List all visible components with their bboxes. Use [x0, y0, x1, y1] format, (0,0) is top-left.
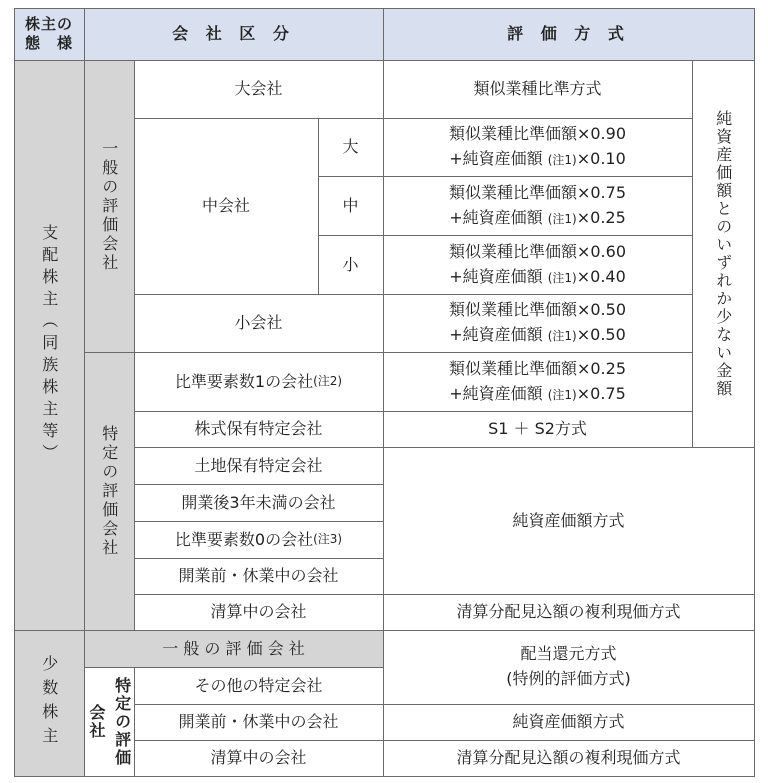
medium-size-small: 小: [342, 254, 359, 274]
lesser-amount-note: 純資産価額とのいずれか少ない金額: [713, 109, 733, 398]
header-holder-type: [14, 8, 84, 60]
medium-small-line2: +純資産価額 (注1)×0.40: [449, 266, 626, 286]
liquidation-company-label: 清算中の会社: [210, 602, 307, 622]
minority-holder-label: 少数株主: [14, 630, 84, 776]
medium-large-line1: 類似業種比準価額×0.90: [448, 124, 627, 144]
ratio1-company-label: 比準要素数1の会社 (注2): [174, 371, 343, 391]
medium-size-large: 大: [342, 137, 359, 157]
liquidation-method: 清算分配見込額の複利現価方式: [456, 602, 681, 622]
medium-size-medium: 中: [342, 195, 359, 215]
general-valuation-company-label: 一般の評価会社: [84, 60, 134, 352]
large-company-label: 大会社: [234, 79, 283, 99]
minority-prebusiness-label: 開業前・休業中の会社: [178, 712, 339, 732]
minority-other-specific-label: その他の特定会社: [194, 675, 323, 695]
minority-liquidation-label: 清算中の会社: [210, 748, 307, 768]
medium-large-method: [383, 118, 692, 176]
medium-medium-line2: +純資産価額 (注1)×0.25: [449, 207, 626, 227]
medium-small-method: [383, 235, 692, 294]
header-company-class: 会 社 区 分: [84, 8, 383, 60]
ratio1-company-method: [383, 352, 692, 411]
medium-medium-line1: 類似業種比準価額×0.75: [448, 182, 627, 202]
prebusiness-company-label: 開業前・休業中の会社: [178, 566, 339, 586]
minority-liquidation-method: 清算分配見込額の複利現価方式: [456, 748, 681, 768]
stock-holding-company-label: 株式保有特定会社: [194, 419, 323, 439]
medium-small-line1: 類似業種比準価額×0.60: [448, 241, 627, 261]
small-company-label: 小会社: [234, 313, 283, 333]
header-valuation-method: 評 価 方 式: [383, 8, 754, 60]
dividend-method-line2: (特例的評価方式): [506, 669, 631, 688]
under3years-company-label: 開業後3年未満の会社: [181, 492, 336, 512]
dividend-method: [383, 630, 754, 704]
minority-prebusiness-method: 純資産価額方式: [512, 712, 625, 732]
medium-large-line2: +純資産価額 (注1)×0.10: [449, 149, 626, 168]
minority-specific-label: 特定の評価会社: [87, 676, 132, 767]
small-company-line2: +純資産価額 (注1)×0.50: [449, 325, 626, 344]
ratio0-company-label: 比準要素数0の会社 (注3): [174, 529, 343, 549]
ratio1-line2: +純資産価額 (注1)×0.75: [449, 383, 626, 403]
header-holder-type-line1: 株主の: [24, 14, 73, 33]
stock-holding-company-method: S1 ＋ S2方式: [488, 419, 587, 439]
minority-general-label: 一 般 の 評 価 会 社: [84, 630, 383, 667]
land-holding-company-label: 土地保有特定会社: [194, 455, 323, 475]
header-holder-type-line2: 態 様: [24, 34, 73, 52]
specific-valuation-company-label: 特定の評価会社: [84, 352, 134, 630]
net-asset-method: 純資産価額方式: [512, 510, 625, 530]
medium-medium-method: [383, 176, 692, 235]
dominant-holder-label: 支配株主（同族株主等）: [14, 60, 84, 630]
small-company-method: [383, 294, 692, 352]
small-company-line1: 類似業種比準価額×0.50: [448, 300, 627, 320]
ratio1-line1: 類似業種比準価額×0.25: [448, 358, 627, 378]
dividend-method-line1: 配当還元方式: [520, 644, 617, 664]
medium-company-label: 中会社: [201, 196, 250, 216]
large-company-method: 類似業種比準方式: [473, 79, 602, 99]
